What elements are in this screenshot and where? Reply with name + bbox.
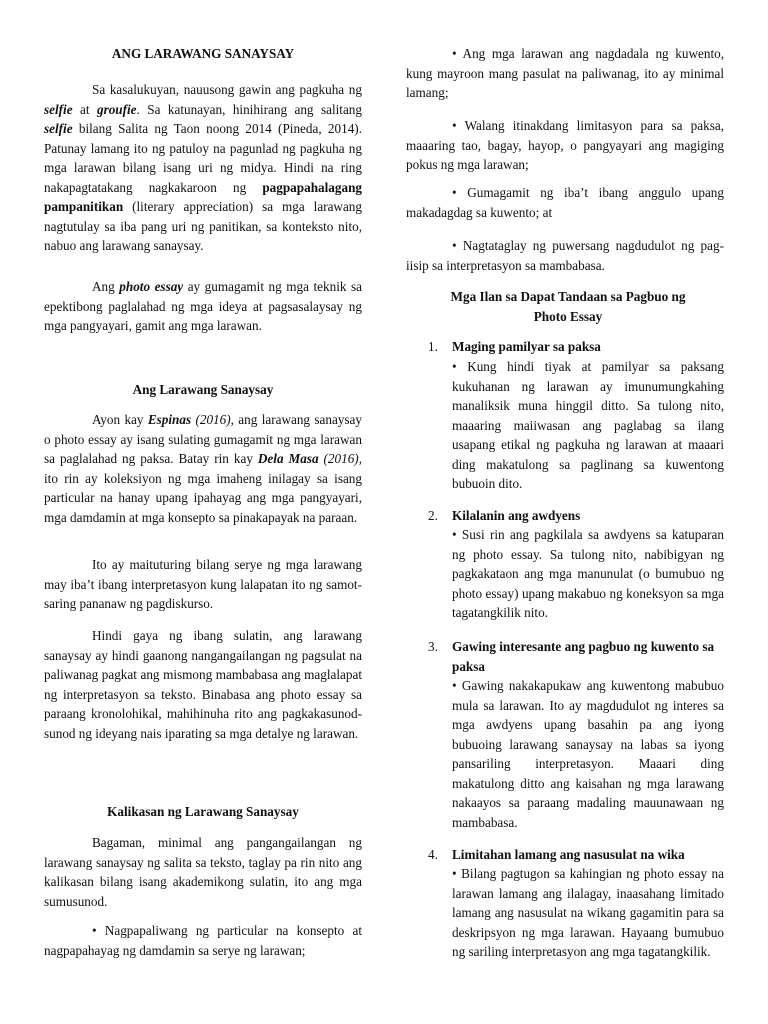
section-heading-kalikasan: Kalikasan ng Larawang Sanaysay bbox=[107, 804, 299, 819]
paragraph-hindi-gaya: Hindi gaya ng ibang sulatin, ang larawang sanaysay ay hindi gaanong nangangailangan ng pagsulat na paliwanag pagkat ang mismong mambabasa ang maglalapat ng interpretasyon sa teksto. Binabasa ang photo essay sa paraang kronolohikal, mahihinuha rito ang pagkakasunod-sunod ng ideyang nais iparating sa mga detalye ng larawan. bbox=[44, 628, 362, 741]
text-run: bilang Salita ng Taon noong 2014 (Pineda, 2014). Patunay lamang ito ng patuloy na pagunlad ng pagkuha ng mga larawan bilang isang uri ng midya. Hindi na ring nakapagtatakang nagkakaroon ng bbox=[44, 121, 362, 195]
list-item-body: • Gawing nakakapukaw ang kuwentong mabubuo mula sa larawan. Ito ay magdudulot ng interes sa mga awdyens upang basahin pa ang iyong bubuoing larawang sanaysay na labas sa iyong pansariling interpretasyon. Maaari ding makatulong ditto ang kaisahan ng mga larawang nakaayos sa paraang madaling mauunawaan ng mambabasa. bbox=[452, 678, 724, 830]
list-item-body: • Kung hindi tiyak at pamilyar sa paksang kukuhanan ng larawan ay imunumungkahing manaliksik muna hinggil ditto. Sa tulong nito, maaaring maiiwasan ang paglabag sa ilang usapang etikal ng pagkuha ng larawan at maaari ding makatulong sa paglinang sa kuwentong bubuoin dito. bbox=[452, 359, 724, 491]
list-number: 3. bbox=[428, 639, 438, 654]
paragraph-serye: Ito ay maituturing bilang serye ng mga larawang may iba’t ibang interpretasyon kung lalapatan ito ng samot-saring pananaw ng pagdiskurso. bbox=[44, 557, 362, 611]
author-dela-masa: Dela Masa bbox=[257, 451, 319, 466]
text-run: Sa kasalukuyan, nauusong gawin ang pagkuha ng bbox=[92, 82, 362, 97]
text-run: at bbox=[72, 101, 97, 117]
bullet-puwersa: • Nagtataglay ng puwersang nagdudulot ng pag-iisip sa interpretasyon sa mambabasa. bbox=[406, 238, 724, 273]
bullet-larawan-kuwento: • Ang mga larawan ang nagdadala ng kuwento, kung mayroon mang pasulat na paliwanag, ito ay minimal lamang; bbox=[406, 46, 724, 100]
section-heading-larawang-sanaysay: Ang Larawang Sanaysay bbox=[132, 382, 274, 397]
list-item-title: Kilalanin ang awdyens bbox=[452, 508, 581, 523]
author-espinas: Espinas bbox=[147, 412, 192, 427]
paragraph-photo-essay bbox=[44, 277, 362, 336]
text-run: Ang bbox=[92, 279, 120, 294]
section-heading-dapat-tandaan: Mga Ilan sa Dapat Tandaan sa Pagbuo ng Photo Essay bbox=[450, 289, 686, 324]
text-run: (literary appreciation) sa mga larawang nagtutulay sa iba pang uri ng panitikan, sa konteksto nito, nabuo ang larawang sanaysay. bbox=[44, 199, 362, 253]
list-number: 1. bbox=[428, 339, 438, 354]
term-photo-essay: photo essay bbox=[119, 279, 184, 294]
text-run: ay gumagamit ng mga teknik sa epektibong paglalahad ng mga ideya at pagsasalaysay ng mga pangyayari, gamit ang mga larawan. bbox=[44, 279, 363, 333]
term-pagpapahalagang-pampanitikan: pagpapahalagang pampanitikan bbox=[44, 179, 362, 214]
bullet-anggulo: • Gumagamit ng iba’t ibang anggulo upang makadagdag sa kuwento; at bbox=[406, 185, 724, 220]
paragraph-espinas bbox=[44, 410, 362, 527]
list-item-title: Limitahan lamang ang nasusulat na wika bbox=[452, 847, 685, 862]
text-run: . Sa katunayan, hinihirang ang salitang bbox=[136, 101, 362, 117]
list-item-body: • Susi rin ang pagkilala sa awdyens sa katuparan ng photo essay. Sa tulong nito, nabibigyan ng pagkakataon ang mga manunulat (o bumubuo ng photo essay) upang makabuo ng koneksyon sa mga tagatangkilik nito. bbox=[452, 527, 724, 620]
list-item-body: • Bilang pagtugon sa kahingian ng photo essay na larawan lamang ang ilalagay, inaasahang limitado lamang ang nasusulat na wikang gagamitin para sa deskripsyon ng mga larawan. Hayaang bumubuo ng sariling interpretasyon ang mga tagatangkilik. bbox=[452, 866, 724, 959]
list-number: 4. bbox=[428, 847, 438, 862]
bullet-walang-limitasyon: • Walang itinakdang limitasyon para sa paksa, maaaring tao, bagay, hayop, o pangyayari ang magiging pokus ng mga larawan; bbox=[406, 118, 724, 172]
text-run: , ito rin ay koleksiyon ng mga imaheng inilagay sa isang particular na hanay upang ipahayag ang mga pangyayari, mga damdamin at mga konsepto sa pinakapayak na paraan. bbox=[44, 451, 362, 525]
term-groufie: groufie bbox=[96, 101, 137, 117]
term-selfie: selfie bbox=[44, 101, 73, 117]
paragraph-selfie bbox=[44, 80, 362, 256]
document-title: ANG LARAWANG SANAYSAY bbox=[111, 46, 295, 61]
text-run: , ang larawang sanaysay o photo essay ay isang sulating gumagamit ng mga larawan sa paglalahad ng paksa. Batay rin kay bbox=[44, 412, 362, 466]
citation-year: (2016) bbox=[318, 451, 359, 466]
bullet-nagpapaliwang: • Nagpapaliwang ng particular na konsepto at nagpapahayag ng damdamin sa serye ng larawan; bbox=[44, 923, 362, 958]
list-item-title: Gawing interesante ang pagbuo ng kuwento sa paksa bbox=[452, 639, 715, 674]
list-item-title: Maging pamilyar sa paksa bbox=[452, 339, 601, 354]
list-number: 2. bbox=[428, 508, 438, 523]
text-run: Ayon kay bbox=[92, 412, 148, 427]
paragraph-bagaman: Bagaman, minimal ang pangangailangan ng larawang sanaysay ng salita sa teksto, taglay pa rin nito ang kalikasan bilang isang akademikong sulatin, ito ang mga sumusunod. bbox=[44, 835, 362, 909]
term-selfie: selfie bbox=[44, 121, 73, 136]
citation-year: (2016) bbox=[191, 412, 231, 427]
